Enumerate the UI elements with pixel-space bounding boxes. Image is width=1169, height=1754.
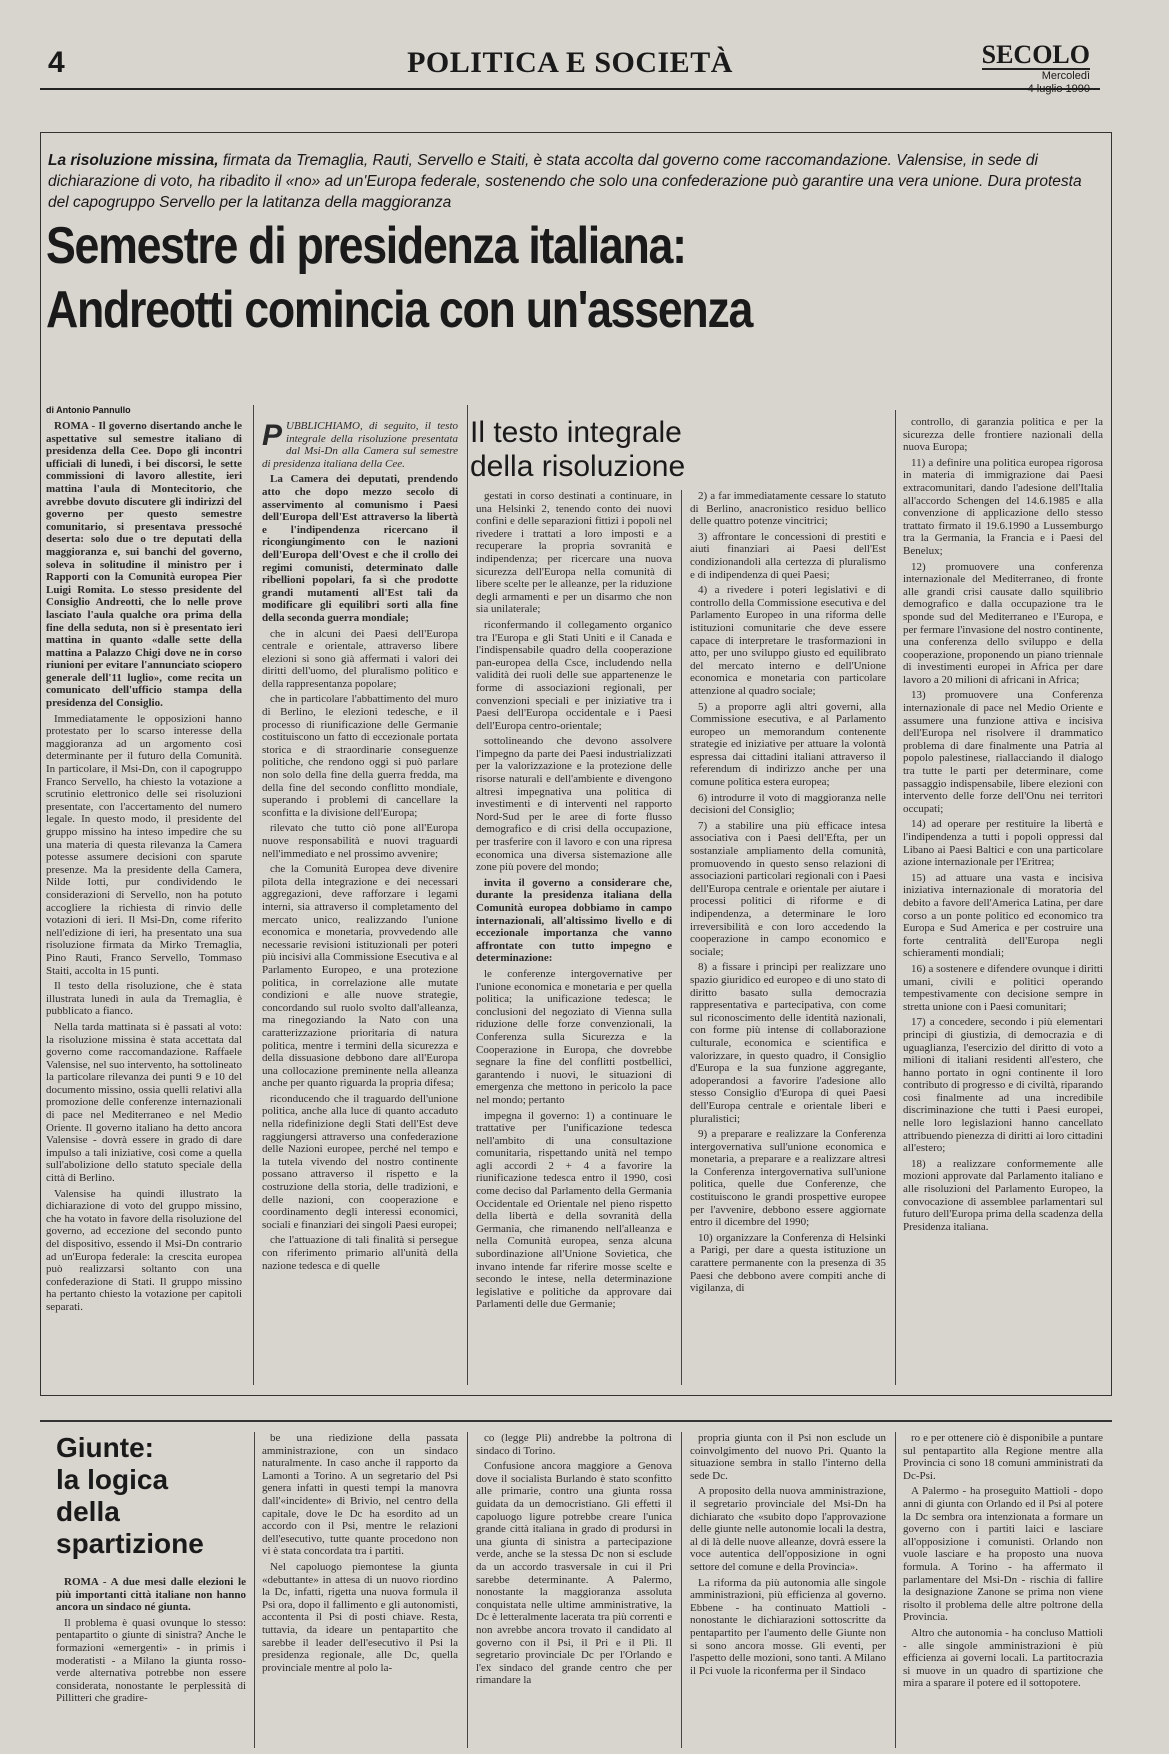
- masthead-logo: SECOLO: [981, 40, 1090, 69]
- article-column-3: [476, 490, 672, 1380]
- paragraph: 18) a realizzare conformemente alle mozioni approvate dal Parlamento italiano e alle risoluzioni del Parlamento Europeo, la convocazione di assemblee parlamentari sul futuro dell'Europa prima della scadenza della Presidenza italiana.: [903, 1157, 1103, 1233]
- byline: di Antonio Pannullo: [46, 405, 131, 415]
- column-rule: [895, 1432, 896, 1748]
- masthead: [982, 42, 1090, 96]
- paragraph: 9) a preparare e realizzare la Conferenza intergovernativa sull'unione economica e monetaria, a preparare e a realizzare altresì la Conferenza intergovernativa sull'unione politica, quelle due Conferenze, che costituiscono le grandi prospettive europee per l'avvenire, debbono essere aggiornate entro il dicembre del 1990;: [690, 1128, 886, 1229]
- masthead-date: 4 luglio 1990: [1027, 83, 1090, 95]
- paragraph: riconducendo che il traguardo dell'unione politica, anche alla luce di quanto accaduto nella ridefinizione degli Stati dell'Est deve raggiungersi attraverso una confederazione delle Nazioni europee, perché nel tempo e la tutela vivendo del nostro continente possano attraverso il rispetto e la costruzione della storia, delle tradizioni, e delle nazioni, con cooperazione e coordinamento degli interessi economici, sociali e finanziari dei singoli Paesi europei;: [262, 1092, 458, 1231]
- article-column-4: [690, 490, 886, 1380]
- paragraph: che in particolare l'abbattimento del muro di Berlino, le elezioni tedesche, e il processo di riunificazione delle Germanie costituiscono un fatto di eccezionale portata storica e di straordinarie conseguenze politiche, che rendono oggi si può parlare non solo della fine della guerra fredda, ma della fine del secondo conflitto mondiale, superando i problemi di cancellare la sconfitta e la divisione dell'Europa;: [262, 693, 458, 819]
- giunte-column-5: [903, 1432, 1103, 1748]
- paragraph: Nella tarda mattinata si è passati al voto: la risoluzione missina è stata accettata dal governo come raccomandazione. Raffaele Valensise, nel suo intervento, ha sottolineato la particolare rilevanza dei punti 9 e 10 del documento missino, ossia quelli relativi alla promozione delle conferenze internazionali di pace nel Mediterraneo e nel Medio Oriente. Il governo italiano ha detto ancora Valensise - dovrà essere in grado di dare impulso a tali iniziative, così come a quella sull'abolizione dello statuto speciale della città di Berlino.: [46, 1020, 242, 1185]
- giunte-column-1: [56, 1576, 246, 1748]
- paragraph: 17) a concedere, secondo i più elementari principi di giustizia, di democrazia e di uguaglianza, l'esercizio del diritto di voto a milioni di italiani residenti all'estero, che hanno portato in ogni continente il loro contributo di progresso e di civiltà, riparando così finalmente ad una incredibile discriminazione che tutti i Paesi europei, nelle loro legislazioni hanno cancellato attribuendo pienezza di diritti ai loro cittadini all'estero;: [903, 1016, 1103, 1155]
- paragraph: A proposito della nuova amministrazione, il segretario provinciale del Msi-Dn ha dichiarato che «subito dopo l'approvazione delle giunte nelle autonomie locali la destra, al di là delle nuove alleanze, dovrà essere la voce autentica dell'opposizione in ogni settore del comune e della Provincia».: [690, 1485, 886, 1573]
- article-column-2: [262, 420, 458, 1380]
- paragraph: 4) a rivedere i poteri legislativi e di controllo della Commissione esecutiva e del Parlamento Europeo in una riforma delle istituzioni comunitarie che deve essere capace di interpretare le trasformazioni in atto, per uno sviluppo giusto ed equilibrato del mercato interno e dell'Unione economica e monetaria con particolare attenzione al quadro sociale;: [690, 584, 886, 697]
- intro-text: UBBLICHIAMO, di seguito, il testo integrale della risoluzione presentata dal Msi-Dn alla Camera sul semestre di presidenza italiana della Cee.: [262, 420, 458, 470]
- paragraph: be una riedizione della passata amministrazione, con un sindaco naturalmente. In caso anche il rapporto da Lamonti a Torino. A un segretario del Psi genera infatti in questi tempi la manovra dall'«incidente» di Brivio, nel centro della capitale, dove le Dc ha esordito ad un accordo con il Psi, mentre le relazioni dell'esecutivo, tutte quante procedono non vi è stata concordata tra i partiti.: [262, 1432, 458, 1558]
- paragraph: 14) ad operare per restituire la libertà e l'indipendenza a tutti i popoli oppressi dal Libano ai Paesi Baltici e con una particolare azione internazionale per l'Eritrea;: [903, 818, 1103, 869]
- giunte-column-3: [476, 1432, 672, 1748]
- intro-paragraph: [262, 420, 458, 470]
- paragraph: che l'attuazione di tali finalità si persegue con riferimento primario all'unità della nazione tedesca e di quelle: [262, 1234, 458, 1272]
- paragraph: Immediatamente le opposizioni hanno protestato per lo scarso interesse della maggioranza ad un argomento così determinante per il futuro della Comunità. In particolare, il Msi-Dn, con il capogruppo Franco Servello, ha chiesto la votazione a scrutinio elettronico delle sei risoluzioni presentate, con l'accertamento del numero legale. In questo modo, il presidente del gruppo missino ha inteso impedire che su una materia di questa rilevanza la Camera potesse assumere decisioni con sparute presenze. Ma la presidente della Camera, Nilde Iotti, pur condividendo le considerazioni di Servello, non ha potuto accogliere la richiesta di rinvio delle votazioni di ieri. Il Msi-Dn, come riferito nell'edizione di ieri, ha presentato una sua risoluzione firmata da Mirko Tremaglia, Pino Rauti, Franco Servello, Tommaso Staiti, accolta in 15 punti.: [46, 712, 242, 977]
- paragraph: sottolineando che devono assolvere l'impegno da parte dei Paesi industrializzati per la valorizzazione e la protezione delle risorse naturali e dell'ambiente e divengono altresì impegnativa una politica di investimenti e di interventi nel rapporto Nord-Sud per le aree di forte flusso demografico e di crisi della occupazione, per trasferire con il lavoro e con una ripresa economica una diversa sistemazione alle zone più povere del mondo;: [476, 735, 672, 874]
- paragraph: La riforma da più autonomia alle singole amministrazioni, più efficienza al governo. Ebbene - ha continuato Mattioli - nonostante le dichiarazioni sottoscritte da pentapartito per l'aumento delle Giunte non si sono ancora mosse. Gli eventi, per l'aspetto delle mozioni, sono tanti. A Milano il Pci vuole la riconferma per il Sindaco: [690, 1576, 886, 1677]
- headline-line-2: Andreotti comincia con un'assenza: [46, 281, 753, 339]
- paragraph: 8) a fissare i principi per realizzare uno spazio giuridico ed europeo e di uno stato di diritto basato sulla democrazia rappresentativa e partecipativa, con come sul riconoscimento delle identità nazionali, con forme più intense di collaborazione culturale, economica e scientifica e valorizzare, in questo quadro, il Consiglio d'Europa e la sua funzione aggregante, adoperandosi a favorire l'adesione allo stesso Consiglio d'Europa di quei Paesi dell'Europa centrale e orientale liberi e pluralistici;: [690, 961, 886, 1125]
- article-headline: [46, 214, 958, 342]
- paragraph: 3) affrontare le concessioni di prestiti e aiuti finanziari ai Paesi dell'Est condizionandoli alla certezza di pluralismo e di indipendenza di quei Paesi;: [690, 530, 886, 581]
- paragraph: propria giunta con il Psi non esclude un coinvolgimento del nuovo Pri. Quanto la situazione sembra in stallo l'interno della sede Dc.: [690, 1432, 886, 1482]
- paragraph: A Palermo - ha proseguito Mattioli - dopo anni di giunta con Orlando ed il Psi al potere la Dc sembra ora intenzionata a formare un governo con i partiti laici e lasciare all'opposizione i comunisti. Orlando non vuole lasciare e ha proposto una nuova formula. A Torino - ha affermato il parlamentare del Msi-Dn - rischia di fallire la designazione Zanone se prima non viene risolto il problema delle altre poltrone della Provincia.: [903, 1485, 1103, 1624]
- paragraph: che in alcuni dei Paesi dell'Europa centrale e orientale, attraverso libere elezioni si sono già affermati i valori dei diritti dell'uomo, del pluralismo politico e della rappresentanza popolare;: [262, 627, 458, 690]
- paragraph: co (legge Pli) andrebbe la poltrona di sindaco di Torino.: [476, 1432, 672, 1457]
- paragraph: Altro che autonomia - ha concluso Mattioli - alle singole amministrazioni è più efficienza ai governi locali. La partitocrazia si muove in un quadro di spartizione che mira a sparare il potere ed il sottopotere.: [903, 1626, 1103, 1690]
- giunte-column-4: [690, 1432, 886, 1748]
- kicker-text: firmata da Tremaglia, Rauti, Servello e Staiti, è stata accolta dal governo come raccomandazione. Valensise, in sede di dichiarazione di voto, ha ribadito il «no» ad un'Europa federale, sostenendo che solo una confederazione può garantire una vera unione. Dura protesta del capogruppo Servello per la latitanza della maggioranza: [48, 152, 1082, 211]
- drop-cap: P: [262, 420, 283, 452]
- paragraph: rilevato che tutto ciò pone all'Europa nuove responsabilità e nuovi traguardi nell'immediato e nel prossimo avvenire;: [262, 822, 458, 860]
- page-number: 4: [48, 46, 65, 79]
- kicker-lead: La risoluzione missina,: [48, 152, 219, 169]
- paragraph: 16) a sostenere e difendere ovunque i diritti umani, civili e politici operando tempestivamente con decisione sempre in stretta unione con i Paesi comunitari;: [903, 962, 1103, 1013]
- paragraph: Il testo della risoluzione, che è stata illustrata lunedì in aula da Tremaglia, è pubblicato a fianco.: [46, 980, 242, 1018]
- paragraph: controllo, di garanzia politica e per la sicurezza delle frontiere nazionali della nuova Europa;: [903, 416, 1103, 454]
- paragraph: 5) a proporre agli altri governi, alla Commissione esecutiva, e al Parlamento europeo un memorandum contenente strategie ed iniziative per attuare la volontà espressa dai cittadini italiani attraverso il referendum di indirizzo anche per una comune politica estera europea;: [690, 700, 886, 789]
- paragraph: 11) a definire una politica europea rigorosa in materia di immigrazione dai Paesi extracomunitari, dando l'adesione dell'Italia all'accordo Schengen del 14.6.1985 e alla convenzione di applicazione dello stesso trattato firmato il 19.6.1990 a Lussemburgo tra la Germania, la Francia e i Paesi del Benelux;: [903, 456, 1103, 557]
- headline-line-1: Semestre di presidenza italiana:: [46, 217, 686, 275]
- paragraph: 6) introdurre il voto di maggioranza nelle decisioni del Consiglio;: [690, 791, 886, 817]
- column-rule: [254, 1432, 255, 1748]
- paragraph: ro e per ottenere ciò è disponibile a puntare sul pentapartito alla Regione mentre alla Provincia ci sono 18 comuni amministrati da Dc-Psi.: [903, 1432, 1103, 1482]
- paragraph: ROMA - Il governo disertando anche le aspettative sul semestre italiano di presidenza della Cee. Dopo gli incontri ufficiali di lunedì, i bei discorsi, le sette commissioni di lavoro allestite, ieri mattina l'aula di Montecitorio, che avrebbe dovuto discutere gli indirizzi del governo per questo semestre comunitario, si presentava pressoché deserta: solo due o tre deputati della maggioranza e, sui banchi del governo, soleva in solitudine il ministro per i Rapporti con la Comunità europea Pier Luigi Romita. Lo stesso presidente del Consiglio Andreotti, che lo nelle prove lasciato l'aula qualche ora prima della fine della seduta, non si è presentato ieri mattina in quanto «dalle sette della mattina a Palazzo Chigi dove ne in corso riunioni per evitare l'annunciato sciopero generale dell'11 luglio», come recita un comunicato dell'ufficio stampa della presidenza del Consiglio.: [46, 420, 242, 710]
- paragraph: 2) a far immediatamente cessare lo statuto di Berlino, anacronistico residuo bellico delle quattro potenze vincitrici;: [690, 490, 886, 528]
- paragraph: le conferenze intergovernative per l'unione economica e monetaria e per quella politica; la unificazione tedesca; le conclusioni del negoziato di Vienna sulla riduzione delle forze convenzionali, la Conferenza sulla Sicurezza e la Cooperazione in Europa, che dovrebbe segnare la fine del conflitti postbellici, garantendo i nuovi, le situazioni di emergenza che mettono in pericolo la pace nel mondo; pertanto: [476, 967, 672, 1106]
- masthead-day: Mercoledì: [1041, 70, 1090, 82]
- subhead-line-1: Il testo integrale: [470, 416, 682, 449]
- paragraph: 12) promuovere una conferenza internazionale del Mediterraneo, di fronte alle grandi crisi causate dallo squilibrio demografico e dalla occupazione tra le sponde sud del Mediterraneo e l'Europa, e per fermare l'invasione del nostro continente, una conferenza dello sviluppo e della cooperazione, proponendo un piano triennale di investimenti europei in Africa per dare lavoro a 20 milioni di africani in Africa;: [903, 560, 1103, 686]
- section-title: POLITICA E SOCIETÀ: [407, 46, 733, 79]
- column-rule: [681, 490, 682, 1385]
- paragraph: impegna il governo: 1) a continuare le trattative per l'unificazione tedesca nell'ambito di una consultazione comunitaria, rispettando unità nel tempo agli accordi 2 + 4 a favorire la riunificazione tedesca entro il 1990, così come deciso dal Parlamento della Germania Occidentale ed Orientale nel pieno rispetto della libertà e della sovranità della Germania, che rimanendo nell'alleanza e nella Comunità europea, senza alcuna subordinazione all'Unione Sovietica, che invano intende far riferire mosse scelte e secondo le intese, nella determinazione legislative e politiche da approvare dai Parlamenti delle due Germanie;: [476, 1109, 672, 1311]
- resolution-subhead: [470, 416, 720, 484]
- column-rule: [467, 405, 468, 1385]
- article-column-5: [903, 416, 1103, 1381]
- paragraph: gestati in corso destinati a continuare, in una Helsinki 2, tenendo conto dei nuovi confini e delle separazioni fittizi i popoli nel rivedere i trattati a loro imposti e a recuperare la propria sovranità e indipendenza; per ricercare una nuova sicurezza dell'Europa nella comunità di libere scelte per le alleanze, per la riduzione degli armamenti e per un disarmo che non sia unilaterale;: [476, 490, 672, 616]
- paragraph: Confusione ancora maggiore a Genova dove il socialista Burlando è stato sconfitto alle primarie, contro una giunta rossa guidata da un democristiano. Gli effetti il capoluogo ligure potrebbe creare l'unica grande città italiana in grado di prodursi in una giunta di sinistra a partecipazione verde, anche se la stessa Dc non si esclude da un accordo trasversale in cui il Pri sarebbe determinante. A Palermo, nonostante la maggioranza assoluta conquistata nelle ultime amministrative, la Dc è letteralmente lacerata tra più correnti e non avrebbe ancora trovato il candidato al governo con il Psi, il Pri e il Pli. Il segretario provinciale Dc per l'Orlando e l'ex sindaco del grande centro che per rimandare la: [476, 1460, 672, 1687]
- paragraph: Nel capoluogo piemontese la giunta «debuttante» in attesa di un nuovo riordino la Dc, infatti, rigetta una nuova formula il Psi ora, dopo il fallimento e gli autonomisti, accontenta il Psi di posti chiave. Resta, tuttavia, da ideare un pentapartito che sarebbe il leader dell'esecutivo il Psi la presidenza regionale, alle Dc, quella provinciale mentre al polo la-: [262, 1560, 458, 1674]
- paragraph: 10) organizzare la Conferenza di Helsinki a Parigi, per dare a questa istituzione un carattere permanente con la presenza di 35 Paesi che debbono avere compiti anche di vigilanza, di: [690, 1231, 886, 1295]
- section-divider: [40, 1420, 1112, 1422]
- giunte-headline: [56, 1432, 246, 1560]
- paragraph: che la Comunità Europea deve divenire pilota della integrazione e dei necessari aggregazioni, deve rafforzare i legami interni, sia attraverso il completamento del mercato unico, realizzando l'unione economica e monetaria, provvedendo alle necessarie revisioni istituzionali per poteri più incisivi alla Commissione Esecutiva e al Parlamento Europeo, e una protezione politica, in correlazione alle mutate condizioni e alle nuove strategie, concordando sul ruolo svolto dall'alleanza, ma rinegoziando la Nato con una caratterizzazione prioritaria di natura politica, mentre i termini della sicurezza e della dissuasione debbono dare all'Europa una collocazione preminente nella alleanza anche per quanto riguarda la propria difesa;: [262, 863, 458, 1090]
- giunte-headline-line-2: la logica: [56, 1464, 169, 1495]
- subhead-line-2: della risoluzione: [470, 450, 686, 483]
- paragraph: La Camera dei deputati, prendendo atto che dopo mezzo secolo di asservimento al comunismo i Paesi dell'Europa dell'Est attraverso la libertà e l'indipendenza ricercano il ricongiungimento con le nazioni dell'Europa dell'Ovest e che il crollo dei regimi comunisti, determinato dalle ribellioni popolari, fa sì che prodotte grandi mutamenti all'Est tali da modificare gli equilibri sorti alla fine della seconda guerra mondiale;: [262, 473, 458, 624]
- paragraph: Valensise ha quindi illustrato la dichiarazione di voto del gruppo missino, che ha votato in favore della risoluzione del governo, ad eccezione del secondo punto del dispositivo, essendo il Msi-Dn contrario ad un'Europa federale: la crescita europea può realizzarsi soltanto con una confederazione di Stati. Il gruppo missino ha pertanto chiesto la votazione per capitoli separati.: [46, 1187, 242, 1313]
- column-rule: [681, 1432, 682, 1748]
- article-column-1: [46, 420, 242, 1380]
- column-rule: [895, 410, 896, 1385]
- paragraph: invita il governo a considerare che, durante la presidenza italiana della Comunità europea dobbiamo in campo internazionali, all'altissimo livello e di eccezionale importanza che vanno affrontate con tutto impegno e determinazione:: [476, 876, 672, 965]
- paragraph: Il problema è quasi ovunque lo stesso: pentapartito o giunte di sinistra? Anche le formazioni «emergenti» - in primis i moderatisti - a Milano la giunta rosso-verde alternativa potrebbe non essere considerata, nonostante le perplessità di Pillitteri che gradire-: [56, 1616, 246, 1705]
- giunte-headline-line-3: della: [56, 1496, 120, 1527]
- paragraph: 13) promuovere una Conferenza internazionale di pace nel Medio Oriente e assumere una funzione attiva e incisiva dell'Europa nel risolvere il drammatico problema di dare finalmente una Patria al popolo palestinese, riallacciando il dialogo tra tutte le parti per determinare, come passaggio indispensabile, libere elezioni con intervento delle forze dell'Onu nei territori occupati;: [903, 689, 1103, 815]
- giunte-headline-line-1: Giunte:: [56, 1432, 154, 1463]
- page-header: [40, 38, 1100, 95]
- column-rule: [253, 405, 254, 1385]
- paragraph: ROMA - A due mesi dalle elezioni le più importanti città italiane non hanno ancora un sindaco né giunta.: [56, 1576, 246, 1614]
- paragraph: 7) a stabilire una più efficace intesa associativa con i Paesi dell'Efta, per un sostanziale ampliamento della comunità, promuovendo in questo senso relazioni di associazioni particolari regionali con i Paesi dell'Europa centrale e orientale per aiutare i processi politici di riforme e di indipendenza, a determinare le loro irreversibilità e con loro accedendo la cooperazione in campo economico e sociale;: [690, 819, 886, 958]
- column-rule: [467, 1432, 468, 1748]
- paragraph: 15) ad attuare una vasta e incisiva iniziativa internazionale di moratoria del debito a favore dell'America Latina, per dare corso a un ponte politico ed economico tra Europa e Sud America e per costruire una forte centralità dell'Europa negli schieramenti mondiali;: [903, 871, 1103, 960]
- paragraph: riconfermando il collegamento organico tra l'Europa e gli Stati Uniti e il Canada e l'indispensabile quadro della cooperazione pan-europea della Csce, includendo nella validità dei ruoli delle sue appartenenze le forme di associazioni regionali, per convenzioni speciali e per iniziative tra i Paesi dell'Europa occidentale e i Paesi dell'Europa centro-orientale;: [476, 618, 672, 732]
- giunte-column-2: [262, 1432, 458, 1748]
- article-kicker: [48, 150, 1088, 213]
- giunte-headline-line-4: spartizione: [56, 1528, 204, 1559]
